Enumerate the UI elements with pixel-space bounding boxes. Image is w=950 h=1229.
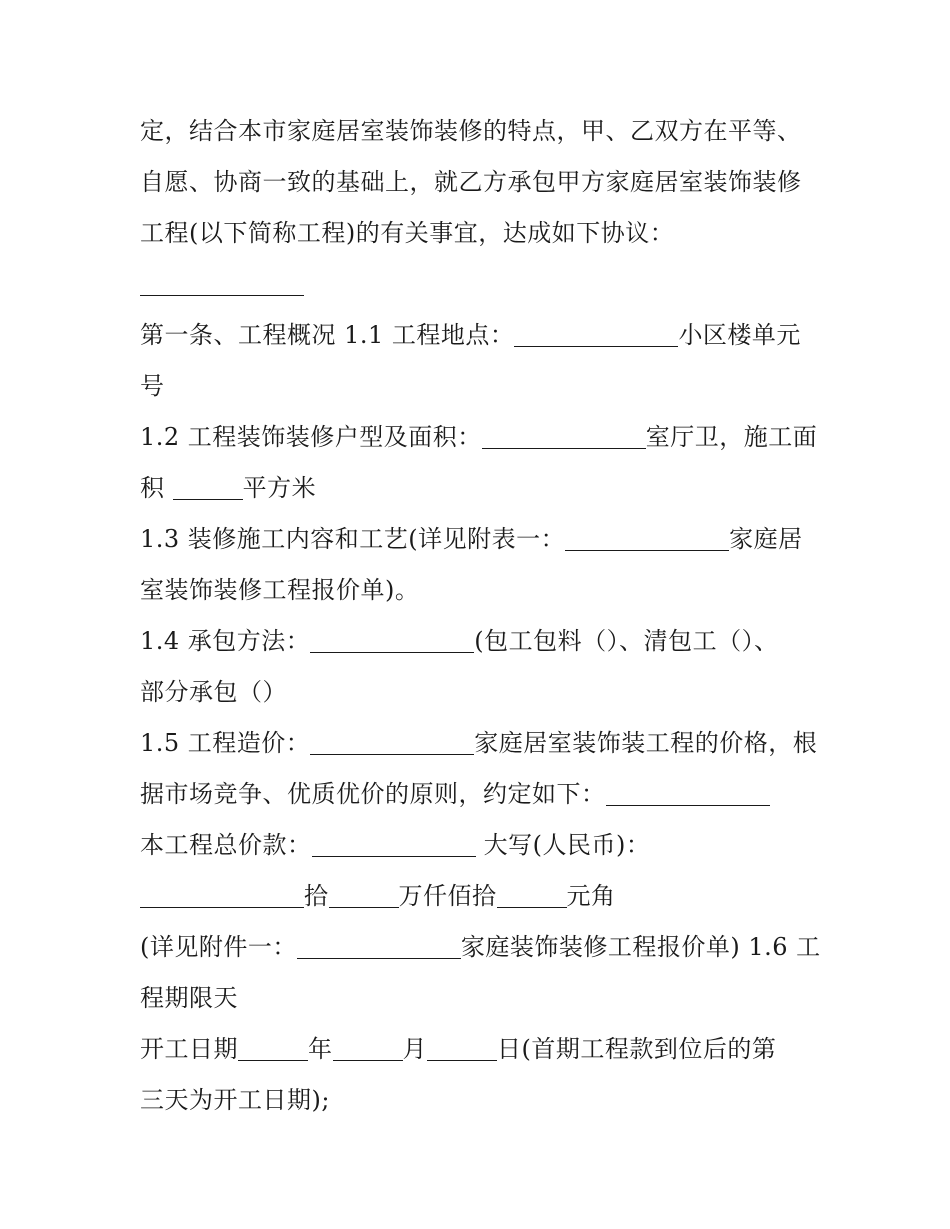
line-text: 1.3 装修施工内容和工艺(详见附表一：	[140, 525, 566, 553]
agreement-blank[interactable]	[606, 781, 770, 806]
line-text: 室装饰装修工程报价单)。	[140, 576, 420, 604]
line-text: 据市场竞争、优质优价的原则，约定如下：	[140, 780, 606, 808]
paragraph-line	[140, 361, 820, 412]
line-text: 万仟佰拾	[398, 882, 497, 910]
line-text: 工程(以下简称工程)的有关事宜，达成如下协议：	[140, 219, 675, 247]
paragraph-line	[140, 106, 820, 157]
line-text: 定，结合本市家庭居室装饰装修的特点，甲、乙双方在平等、	[140, 117, 802, 145]
line-text: 家庭居室装饰装工程的价格，根	[474, 729, 818, 757]
line-text: 本工程总价款：	[140, 831, 312, 859]
line-text: 积	[140, 474, 173, 502]
line-text: (包工包料（）、清包工（）、	[474, 627, 779, 655]
line-text: 家庭居	[729, 525, 803, 553]
attachment-blank[interactable]	[565, 526, 729, 551]
construction-area-line	[140, 463, 820, 514]
paragraph-line	[140, 1075, 820, 1126]
fill-in-blank[interactable]	[140, 271, 304, 296]
amount-blank-3[interactable]	[497, 883, 567, 908]
line-text: 1.4 承包方法：	[140, 627, 311, 655]
amount-in-words-line	[140, 871, 820, 922]
area-blank[interactable]	[173, 475, 243, 500]
line-text: 三天为开工日期);	[140, 1086, 330, 1114]
paragraph-line	[140, 157, 820, 208]
year-blank[interactable]	[238, 1036, 308, 1061]
pricing-principle-line	[140, 769, 820, 820]
line-text: 平方米	[242, 474, 317, 502]
total-price-blank[interactable]	[312, 832, 476, 857]
amount-blank-1[interactable]	[140, 883, 304, 908]
line-text: 拾	[304, 882, 329, 910]
section-1-3-content	[140, 514, 820, 565]
attachment-name-blank[interactable]	[297, 934, 461, 959]
signature-blank-line	[140, 259, 820, 310]
section-1-1-project-location	[140, 310, 820, 361]
line-text: 元角	[566, 882, 616, 910]
month-blank[interactable]	[333, 1036, 403, 1061]
line-text: 家庭装饰装修工程报价单) 1.6 工	[460, 933, 821, 961]
contract-page	[140, 106, 820, 1126]
line-text: 开工日期	[140, 1035, 238, 1063]
line-text: 日(首期工程款到位后的第	[497, 1035, 777, 1063]
line-text: 第一条、工程概况 1.1 工程地点：	[140, 321, 515, 349]
section-1-4-contract-method	[140, 616, 820, 667]
line-text: 大写(人民币)：	[475, 831, 651, 859]
day-blank[interactable]	[427, 1036, 497, 1061]
location-blank[interactable]	[514, 322, 678, 347]
line-text: 小区楼单元	[678, 321, 801, 349]
method-blank[interactable]	[310, 628, 474, 653]
line-text: 年	[308, 1035, 333, 1063]
paragraph-line	[140, 208, 820, 259]
line-text: (详见附件一：	[140, 933, 297, 961]
line-text: 1.5 工程造价：	[140, 729, 311, 757]
line-text: 自愿、协商一致的基础上，就乙方承包甲方家庭居室装饰装修	[140, 168, 802, 196]
paragraph-line	[140, 973, 820, 1024]
cost-blank[interactable]	[310, 730, 474, 755]
section-1-2-house-type	[140, 412, 820, 463]
attachment-reference-line	[140, 922, 820, 973]
line-text: 部分承包（）	[140, 678, 287, 706]
start-date-line	[140, 1024, 820, 1075]
line-text: 程期限天	[140, 984, 238, 1012]
paragraph-line	[140, 565, 820, 616]
line-text: 月	[402, 1035, 427, 1063]
amount-blank-2[interactable]	[329, 883, 399, 908]
section-1-5-cost	[140, 718, 820, 769]
total-price-line	[140, 820, 820, 871]
house-type-blank[interactable]	[482, 424, 646, 449]
line-text: 1.2 工程装饰装修户型及面积：	[140, 423, 482, 451]
line-text: 室厅卫，施工面	[645, 423, 818, 451]
paragraph-line	[140, 667, 820, 718]
line-text: 号	[140, 372, 165, 400]
